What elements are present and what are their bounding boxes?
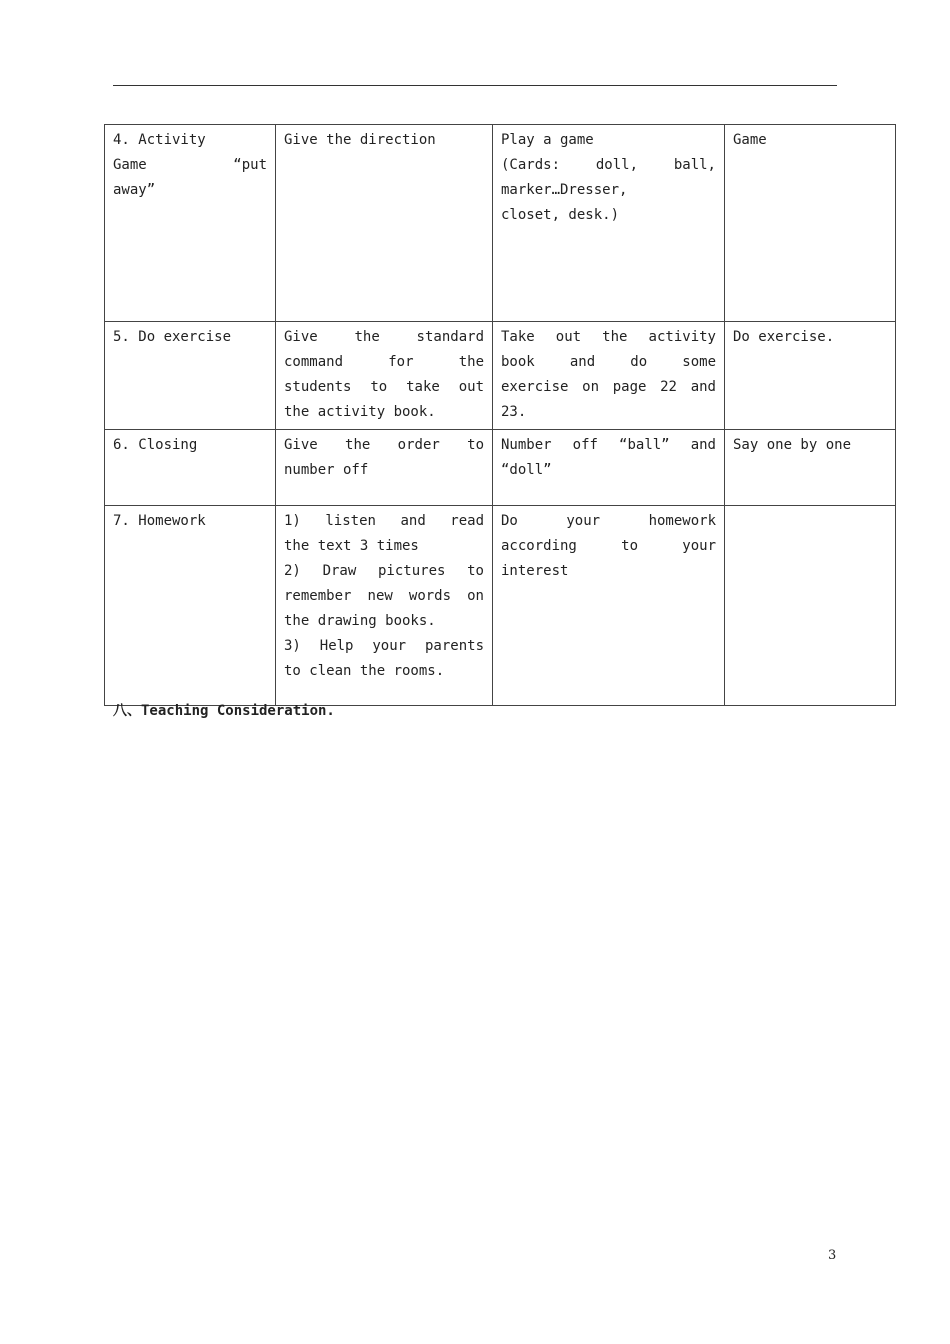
purpose-text: Do exercise.	[733, 329, 835, 345]
step-text: 4. Activity	[113, 132, 206, 148]
teacher-text: 3) Help your parents	[284, 638, 484, 654]
table-row-activity-game	[105, 125, 896, 322]
purpose-cell	[725, 125, 896, 322]
table-row-do-exercise	[105, 322, 896, 430]
student-text: book and do some	[501, 354, 716, 370]
teacher-text: the activity book.	[284, 404, 436, 420]
purpose-cell	[725, 430, 896, 506]
teacher-text: command for the	[284, 354, 484, 370]
student-text: closet, desk.)	[501, 207, 620, 223]
student-text: Take out the activity	[501, 329, 716, 345]
student-text: Do your homework	[501, 513, 716, 529]
step-text: 6. Closing	[113, 437, 198, 453]
student-text: according to your	[501, 538, 716, 554]
teacher-text: Give the direction	[284, 132, 436, 148]
purpose-cell	[725, 322, 896, 430]
lesson-plan-table	[104, 124, 896, 706]
teacher-activity-cell	[276, 125, 493, 322]
table-row-homework	[105, 506, 896, 706]
teacher-text: 2) Draw pictures to	[284, 563, 484, 579]
step-cell	[105, 322, 276, 430]
student-activity-cell	[493, 430, 725, 506]
teacher-text: the drawing books.	[284, 613, 436, 629]
section-heading: 八、Teaching Consideration.	[113, 703, 335, 719]
step-text: 5. Do exercise	[113, 329, 232, 345]
teacher-text: to clean the rooms.	[284, 663, 445, 679]
student-activity-cell	[493, 506, 725, 706]
teacher-activity-cell	[276, 506, 493, 706]
teacher-text: remember new words on	[284, 588, 484, 604]
purpose-text: Say one by one	[733, 437, 852, 453]
purpose-cell	[725, 506, 896, 706]
step-text: away”	[113, 182, 156, 198]
step-cell	[105, 430, 276, 506]
student-activity-cell	[493, 125, 725, 322]
teacher-text: students to take out	[284, 379, 484, 395]
step-cell	[105, 125, 276, 322]
student-text: (Cards: doll, ball,	[501, 157, 716, 173]
teacher-text: 1) listen and read	[284, 513, 484, 529]
student-activity-cell	[493, 322, 725, 430]
teacher-text: number off	[284, 462, 369, 478]
table-row-closing	[105, 430, 896, 506]
student-text: exercise on page 22 and	[501, 379, 716, 395]
teacher-text: the text 3 times	[284, 538, 419, 554]
student-text: Play a game	[501, 132, 594, 148]
student-text: Number off “ball” and	[501, 437, 716, 453]
purpose-text: Game	[733, 132, 767, 148]
header-rule	[113, 85, 837, 86]
teacher-text: Give the order to	[284, 437, 484, 453]
step-text: Game “put	[113, 157, 267, 173]
student-text: interest	[501, 563, 569, 579]
student-text: “doll”	[501, 462, 552, 478]
student-text: marker…Dresser,	[501, 182, 628, 198]
student-text: 23.	[501, 404, 527, 420]
page-number: 3	[828, 1248, 837, 1263]
step-text: 7. Homework	[113, 513, 206, 529]
step-cell	[105, 506, 276, 706]
teacher-text: Give the standard	[284, 329, 484, 345]
teacher-activity-cell	[276, 430, 493, 506]
teacher-activity-cell	[276, 322, 493, 430]
